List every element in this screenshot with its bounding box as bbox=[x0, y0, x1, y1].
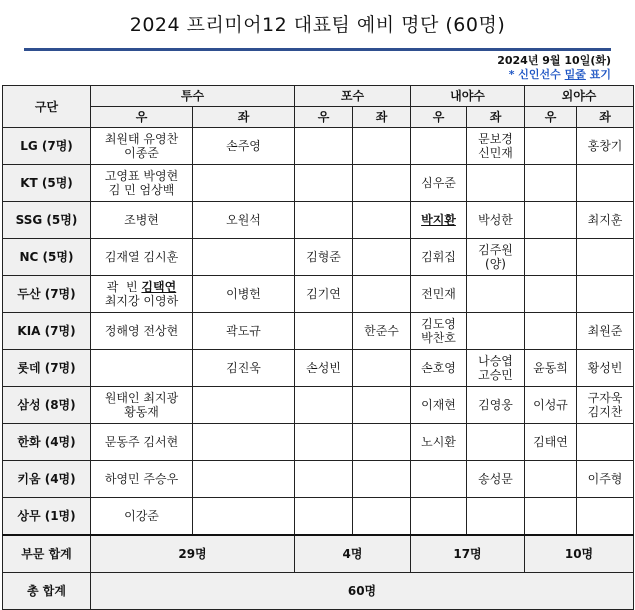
cell-outfield-left: 홍창기 bbox=[577, 128, 634, 165]
rookie-name: 박지환 bbox=[421, 213, 456, 227]
cell-outfield-left bbox=[577, 498, 634, 536]
cell-catcher-right bbox=[295, 424, 353, 461]
cell-outfield-right: 이성규 bbox=[525, 387, 577, 424]
team-row bbox=[3, 239, 634, 276]
cell-pitcher-left bbox=[193, 239, 295, 276]
rookie-note-suffix: 표기 bbox=[585, 68, 611, 81]
cell-catcher-left bbox=[353, 128, 411, 165]
cell-catcher-right: 손성빈 bbox=[295, 350, 353, 387]
team-row bbox=[3, 276, 634, 313]
header-infield: 내야수 bbox=[411, 86, 525, 107]
cell-catcher-right bbox=[295, 165, 353, 202]
cell-outfield-right bbox=[525, 313, 577, 350]
header-outfield-left: 좌 bbox=[577, 107, 634, 128]
team-name: 상무 (1명) bbox=[3, 498, 91, 536]
team-row bbox=[3, 313, 634, 350]
subtotal-row bbox=[3, 535, 634, 573]
cell-infield-left: 박성한 bbox=[467, 202, 525, 239]
rookie-name: 김택연 bbox=[141, 280, 177, 294]
cell-catcher-left bbox=[353, 498, 411, 536]
cell-outfield-right bbox=[525, 461, 577, 498]
cell-outfield-left: 최원준 bbox=[577, 313, 634, 350]
cell-catcher-left bbox=[353, 461, 411, 498]
cell-pitcher-left bbox=[193, 461, 295, 498]
cell-outfield-right bbox=[525, 165, 577, 202]
team-name: 키움 (4명) bbox=[3, 461, 91, 498]
header-catcher-right: 우 bbox=[295, 107, 353, 128]
team-row bbox=[3, 202, 634, 239]
cell-outfield-right bbox=[525, 276, 577, 313]
total-row bbox=[3, 573, 634, 610]
cell-infield-right: 손호영 bbox=[411, 350, 467, 387]
team-name: LG (7명) bbox=[3, 128, 91, 165]
subtotal-label: 부문 합계 bbox=[3, 535, 91, 573]
cell-pitcher-right: 하영민 주승우 bbox=[91, 461, 193, 498]
cell-outfield-right: 윤동희 bbox=[525, 350, 577, 387]
cell-catcher-right bbox=[295, 128, 353, 165]
team-row bbox=[3, 424, 634, 461]
cell-infield-right: 전민재 bbox=[411, 276, 467, 313]
team-name: 삼성 (8명) bbox=[3, 387, 91, 424]
total-value: 60명 bbox=[91, 573, 634, 610]
cell-infield-right bbox=[411, 128, 467, 165]
cell-infield-right bbox=[411, 202, 467, 239]
cell-outfield-left bbox=[577, 424, 634, 461]
cell-pitcher-left: 김진욱 bbox=[193, 350, 295, 387]
header-catcher-left: 좌 bbox=[353, 107, 411, 128]
header-pitcher-right: 우 bbox=[91, 107, 193, 128]
cell-infield-left: 김영웅 bbox=[467, 387, 525, 424]
cell-catcher-right bbox=[295, 387, 353, 424]
cell-outfield-left: 황성빈 bbox=[577, 350, 634, 387]
cell-infield-left bbox=[467, 276, 525, 313]
header-division: 구단 bbox=[3, 86, 91, 128]
cell-pitcher-left: 손주영 bbox=[193, 128, 295, 165]
team-name: 롯데 (7명) bbox=[3, 350, 91, 387]
cell-infield-right bbox=[411, 461, 467, 498]
cell-catcher-right: 김기연 bbox=[295, 276, 353, 313]
cell-pitcher-left bbox=[193, 498, 295, 536]
cell-infield-left: 문보경 신민재 bbox=[467, 128, 525, 165]
team-name: NC (5명) bbox=[3, 239, 91, 276]
cell-pitcher-right bbox=[91, 276, 193, 313]
rookie-note bbox=[509, 68, 611, 82]
header-pitcher: 투수 bbox=[91, 86, 295, 107]
cell-infield-right: 이재현 bbox=[411, 387, 467, 424]
header-pitcher-left: 좌 bbox=[193, 107, 295, 128]
cell-pitcher-right: 이강준 bbox=[91, 498, 193, 536]
cell-infield-right: 김휘집 bbox=[411, 239, 467, 276]
cell-outfield-right bbox=[525, 202, 577, 239]
team-row bbox=[3, 498, 634, 536]
total-label: 총 합계 bbox=[3, 573, 91, 610]
team-name: 한화 (4명) bbox=[3, 424, 91, 461]
cell-pitcher-left: 이병헌 bbox=[193, 276, 295, 313]
cell-infield-left: 김주원 (양) bbox=[467, 239, 525, 276]
cell-outfield-left bbox=[577, 276, 634, 313]
team-row bbox=[3, 461, 634, 498]
cell-outfield-left: 이주형 bbox=[577, 461, 634, 498]
cell-pitcher-right: 고영표 박영현 김 민 엄상백 bbox=[91, 165, 193, 202]
team-row bbox=[3, 128, 634, 165]
subtotal-pitcher: 29명 bbox=[91, 535, 295, 573]
cell-catcher-left bbox=[353, 202, 411, 239]
team-row bbox=[3, 350, 634, 387]
header-catcher: 포수 bbox=[295, 86, 411, 107]
cell-infield-right: 심우준 bbox=[411, 165, 467, 202]
cell-infield-right bbox=[411, 498, 467, 536]
subtotal-catcher: 4명 bbox=[295, 535, 411, 573]
cell-catcher-left bbox=[353, 276, 411, 313]
cell-infield-left bbox=[467, 424, 525, 461]
header-infield-right: 우 bbox=[411, 107, 467, 128]
rookie-note-underlined: 밑줄 bbox=[564, 68, 586, 81]
cell-pitcher-right: 정해영 전상현 bbox=[91, 313, 193, 350]
cell-pitcher-right: 원태인 최지광 황동재 bbox=[91, 387, 193, 424]
cell-catcher-right bbox=[295, 498, 353, 536]
cell-catcher-left bbox=[353, 387, 411, 424]
document-date: 2024년 9월 10일(화) bbox=[497, 54, 611, 67]
cell-catcher-right bbox=[295, 313, 353, 350]
cell-infield-right: 노시환 bbox=[411, 424, 467, 461]
cell-pitcher-right: 김재열 김시훈 bbox=[91, 239, 193, 276]
team-name: KIA (7명) bbox=[3, 313, 91, 350]
rookie-note-prefix: * 신인선수 bbox=[508, 68, 565, 81]
cell-infield-left: 나승엽 고승민 bbox=[467, 350, 525, 387]
cell-infield-left bbox=[467, 165, 525, 202]
team-name: 두산 (7명) bbox=[3, 276, 91, 313]
cell-catcher-left: 한준수 bbox=[353, 313, 411, 350]
cell-outfield-left bbox=[577, 165, 634, 202]
cell-outfield-left: 구자욱 김지찬 bbox=[577, 387, 634, 424]
cell-outfield-left: 최지훈 bbox=[577, 202, 634, 239]
team-name: KT (5명) bbox=[3, 165, 91, 202]
cell-outfield-right bbox=[525, 128, 577, 165]
cell-pitcher-right: 조병현 bbox=[91, 202, 193, 239]
cell-pitcher-left bbox=[193, 387, 295, 424]
cell-infield-right: 김도영 박찬호 bbox=[411, 313, 467, 350]
roster-table bbox=[2, 85, 634, 610]
header-outfield-right: 우 bbox=[525, 107, 577, 128]
cell-catcher-left bbox=[353, 165, 411, 202]
cell-infield-left bbox=[467, 313, 525, 350]
team-name: SSG (5명) bbox=[3, 202, 91, 239]
page-title: 2024 프리미어12 대표팀 예비 명단 (60명) bbox=[129, 14, 506, 36]
cell-outfield-right bbox=[525, 498, 577, 536]
cell-pitcher-left bbox=[193, 424, 295, 461]
subtotal-infield: 17명 bbox=[411, 535, 525, 573]
team-row bbox=[3, 387, 634, 424]
cell-outfield-right bbox=[525, 239, 577, 276]
cell-catcher-right: 김형준 bbox=[295, 239, 353, 276]
player-name: 곽 빈 bbox=[106, 280, 142, 294]
header-infield-left: 좌 bbox=[467, 107, 525, 128]
cell-catcher-left bbox=[353, 424, 411, 461]
cell-catcher-left bbox=[353, 239, 411, 276]
cell-catcher-right bbox=[295, 461, 353, 498]
player-name: 최지강 이영하 bbox=[104, 294, 179, 308]
cell-pitcher-left: 오원석 bbox=[193, 202, 295, 239]
cell-outfield-right: 김태연 bbox=[525, 424, 577, 461]
cell-pitcher-right bbox=[91, 350, 193, 387]
cell-infield-left bbox=[467, 498, 525, 536]
cell-pitcher-right: 최원태 유영찬 이종준 bbox=[91, 128, 193, 165]
title-underline bbox=[24, 48, 611, 51]
subtotal-outfield: 10명 bbox=[525, 535, 634, 573]
header-outfield: 외야수 bbox=[525, 86, 634, 107]
cell-pitcher-left: 곽도규 bbox=[193, 313, 295, 350]
cell-infield-left: 송성문 bbox=[467, 461, 525, 498]
team-row bbox=[3, 165, 634, 202]
cell-catcher-left bbox=[353, 350, 411, 387]
cell-catcher-right bbox=[295, 202, 353, 239]
cell-pitcher-right: 문동주 김서현 bbox=[91, 424, 193, 461]
cell-outfield-left bbox=[577, 239, 634, 276]
cell-pitcher-left bbox=[193, 165, 295, 202]
